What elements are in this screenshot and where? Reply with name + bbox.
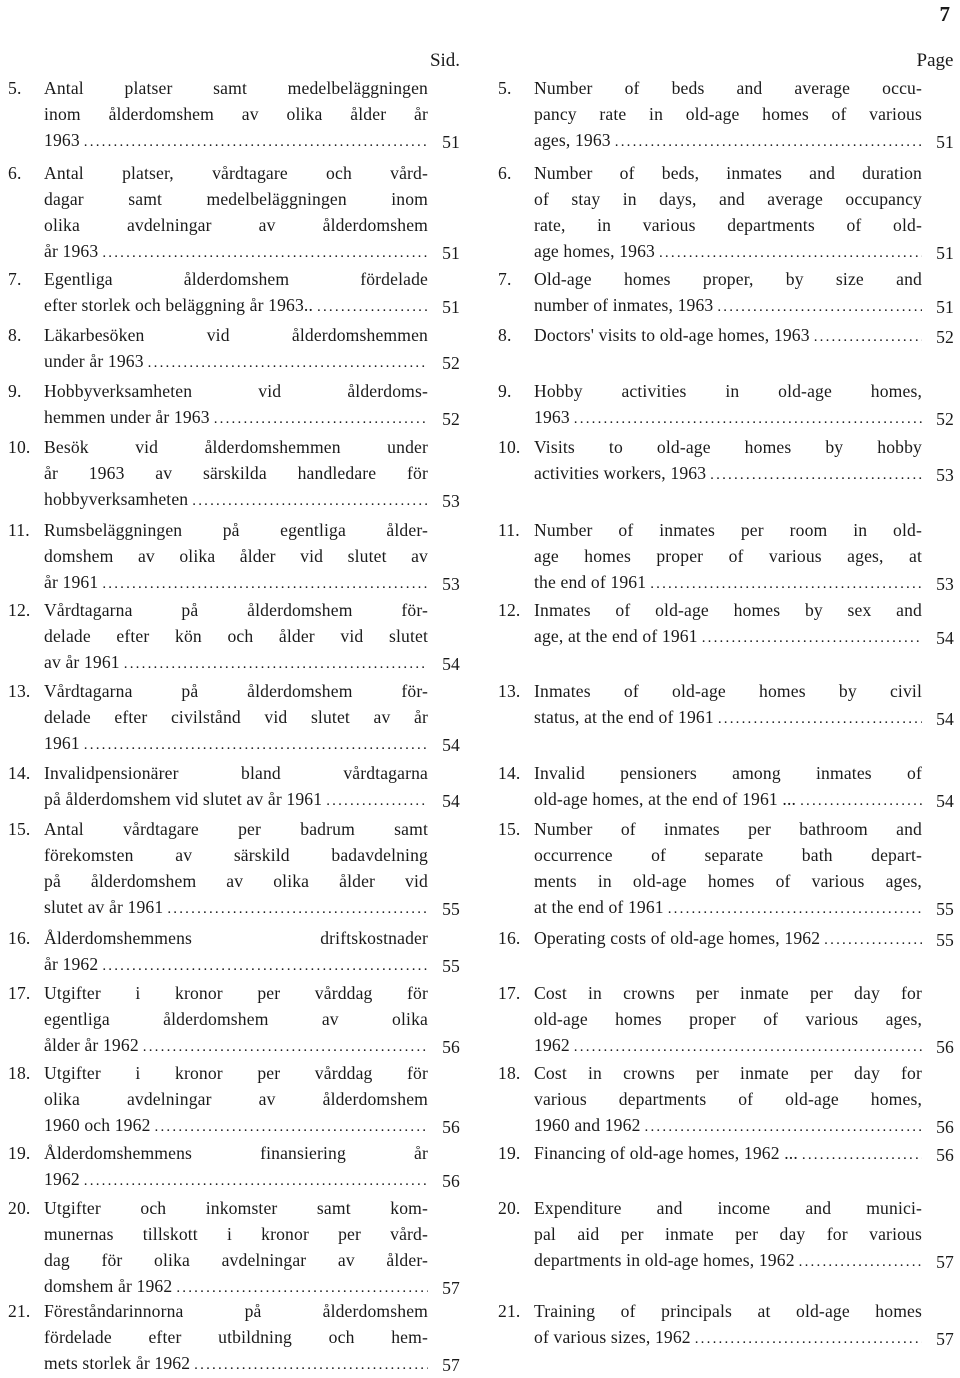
- dot-leader: [102, 571, 428, 597]
- entry-page-number: 54: [936, 791, 954, 811]
- entry-page-number: 53: [442, 491, 460, 511]
- entry-title-line-text: 1962: [534, 1035, 570, 1055]
- entry-title: [534, 1060, 922, 1140]
- entry-page-number: 56: [936, 1037, 954, 1057]
- dot-leader: [824, 927, 922, 953]
- toc-entry[interactable]: [498, 160, 954, 266]
- entry-number: 16.: [8, 928, 31, 948]
- entry-number: 12.: [498, 600, 521, 620]
- entry-title: [44, 434, 428, 514]
- entry-page-number: 57: [442, 1278, 460, 1298]
- entry-title-line: of stay in days, and average occupancy: [534, 189, 922, 209]
- dot-leader: [574, 406, 922, 432]
- entry-title: [44, 980, 428, 1060]
- entry-title-line: år 1963 av särskilda handledare för: [44, 463, 428, 483]
- entry-title-line-text: the end of 1961: [534, 572, 647, 592]
- entry-title-line: ments in old-age homes of various ages,: [534, 871, 922, 891]
- entry-title-line-with-leader: [534, 1247, 922, 1275]
- entry-title-line-with-leader: [534, 894, 922, 922]
- dot-leader: [718, 706, 922, 732]
- entry-title-line-with-leader: [44, 786, 428, 814]
- entry-title-line-with-leader: [534, 1324, 922, 1352]
- dot-leader: [155, 1114, 428, 1140]
- entry-title-line: delade efter kön och ålder vid slutet: [44, 626, 428, 646]
- entry-title-line: Rumsbeläggningen på egentliga ålder-: [44, 520, 428, 540]
- toc-entry[interactable]: [8, 980, 460, 1060]
- entry-title-line: Antal vårdtagare per badrum samt: [44, 819, 428, 839]
- entry-title-line-text: status, at the end of 1961: [534, 707, 714, 727]
- entry-title-line: Läkarbesöken vid ålderdomshemmen: [44, 325, 428, 345]
- dot-leader: [167, 896, 428, 922]
- entry-page-number: 53: [442, 574, 460, 594]
- entry-title: [534, 760, 922, 814]
- toc-entry[interactable]: [8, 816, 460, 922]
- entry-page-number: 57: [442, 1355, 460, 1375]
- entry-title-line: dagar samt medelbeläggningen inom: [44, 189, 428, 209]
- entry-title-line-text: mets storlek år 1962: [44, 1353, 191, 1373]
- entry-title: [534, 322, 922, 350]
- entry-title-line-text: slutet av år 1961: [44, 897, 164, 917]
- entry-number: 12.: [8, 600, 31, 620]
- entry-title-line-text: år 1962: [44, 954, 99, 974]
- toc-entry[interactable]: [498, 760, 954, 814]
- dot-leader: [214, 406, 428, 432]
- dot-leader: [717, 294, 922, 320]
- entry-number: 7.: [8, 269, 22, 289]
- dot-leader: [799, 1249, 922, 1275]
- entry-title: [44, 517, 428, 597]
- entry-title-line: rate, in various departments of old-: [534, 215, 922, 235]
- toc-entry[interactable]: [498, 434, 954, 488]
- toc-entry[interactable]: [8, 378, 460, 432]
- entry-page-number: 56: [442, 1171, 460, 1191]
- entry-number: 13.: [498, 681, 521, 701]
- entry-title-line-text: age homes, 1963: [534, 241, 655, 261]
- entry-title-line-with-leader: [44, 1166, 428, 1194]
- toc-entry[interactable]: [8, 266, 460, 320]
- entry-title-line: Hobby activities in old-age homes,: [534, 381, 922, 401]
- entry-number: 17.: [8, 983, 31, 1003]
- entry-title-line-with-leader: [534, 127, 922, 155]
- entry-title-line-text: år 1961: [44, 572, 99, 592]
- entry-title-line-with-leader: [44, 127, 428, 155]
- entry-title-line-text: 1960 and 1962: [534, 1115, 641, 1135]
- entry-title-line-text: 1963: [534, 407, 570, 427]
- entry-page-number: 55: [936, 899, 954, 919]
- toc-entry[interactable]: [8, 434, 460, 514]
- entry-title-line-text: 1963: [44, 130, 80, 150]
- entry-title-line: olika avdelningar av ålderdomshem: [44, 1089, 428, 1109]
- entry-title-line: förekomsten av särskild badavdelning: [44, 845, 428, 865]
- entry-title-line-with-leader: [44, 348, 428, 376]
- entry-title-line: Inmates of old-age homes by civil: [534, 681, 922, 701]
- entry-number: 19.: [498, 1143, 521, 1163]
- toc-entry[interactable]: [498, 925, 954, 953]
- entry-page-number: 55: [442, 899, 460, 919]
- entry-title-line: Invalid pensioners among inmates of: [534, 763, 922, 783]
- entry-title-line-with-leader: [44, 951, 428, 979]
- entry-title-line: olika avdelningar av ålderdomshem: [44, 215, 428, 235]
- entry-page-number: 51: [442, 243, 460, 263]
- dot-leader: [710, 462, 922, 488]
- entry-title-line: Föreståndarinnorna på ålderdomshem: [44, 1301, 428, 1321]
- entry-title-line: Cost in crowns per inmate per day for: [534, 1063, 922, 1083]
- entry-number: 9.: [8, 381, 22, 401]
- entry-title-line-text: number of inmates, 1963: [534, 295, 714, 315]
- entry-page-number: 54: [442, 735, 460, 755]
- entry-title-line-text: domshem år 1962: [44, 1276, 173, 1296]
- entry-page-number: 55: [936, 930, 954, 950]
- entry-title-line: Number of beds and average occu-: [534, 78, 922, 98]
- entry-title-line: Invalidpensionärer bland vårdtagarna: [44, 763, 428, 783]
- entry-page-number: 56: [936, 1117, 954, 1137]
- toc-entry[interactable]: [8, 1298, 460, 1378]
- toc-entry[interactable]: [498, 980, 954, 1060]
- entry-title: [44, 1195, 428, 1301]
- entry-title: [534, 925, 922, 953]
- dot-leader: [814, 324, 922, 350]
- entry-title-line-text: hobbyverksamheten: [44, 489, 189, 509]
- entry-title-line: Vårdtagarna på ålderdomshem för-: [44, 681, 428, 701]
- entry-page-number: 52: [442, 409, 460, 429]
- entry-title-line-text: under år 1963: [44, 351, 144, 371]
- entry-title-line-with-leader: [534, 292, 922, 320]
- entry-number: 9.: [498, 381, 512, 401]
- entry-page-number: 54: [936, 628, 954, 648]
- entry-title-line: age homes proper of various ages, at: [534, 546, 922, 566]
- entry-title-line: Antal platser, vårdtagare och vård-: [44, 163, 428, 183]
- entry-number: 20.: [8, 1198, 31, 1218]
- entry-title-line: occurrence of separate bath depart-: [534, 845, 922, 865]
- entry-page-number: 57: [936, 1329, 954, 1349]
- entry-title-line: Number of beds, inmates and duration: [534, 163, 922, 183]
- entry-title-line: Number of inmates per bathroom and: [534, 819, 922, 839]
- dot-leader: [143, 1034, 428, 1060]
- entry-title-line-with-leader: [534, 404, 922, 432]
- entry-title-line: Egentliga ålderdomshem fördelade: [44, 269, 428, 289]
- entry-page-number: 51: [936, 243, 954, 263]
- entry-page-number: 54: [936, 709, 954, 729]
- entry-title-line-with-leader: [534, 238, 922, 266]
- toc-entry[interactable]: [498, 678, 954, 732]
- entry-title-line: old-age homes proper of various ages,: [534, 1009, 922, 1029]
- entry-page-number: 52: [936, 327, 954, 347]
- entry-title-line: inom ålderdomshem av olika ålder år: [44, 104, 428, 124]
- entry-title-line-with-leader: [534, 1032, 922, 1060]
- entry-title-line: various departments of old-age homes,: [534, 1089, 922, 1109]
- entry-title-line-with-leader: [534, 569, 922, 597]
- entry-title: [534, 678, 922, 732]
- toc-entry[interactable]: [498, 597, 954, 651]
- entry-title-line: Old-age homes proper, by size and: [534, 269, 922, 289]
- entry-number: 19.: [8, 1143, 31, 1163]
- entry-page-number: 51: [442, 132, 460, 152]
- entry-title-line-with-leader: [534, 322, 922, 350]
- entry-title-line-with-leader: [44, 1032, 428, 1060]
- dot-leader: [84, 129, 428, 155]
- entry-title: [44, 266, 428, 320]
- dot-leader: [124, 651, 428, 677]
- entry-title-line: fördelade efter utbildning och hem-: [44, 1327, 428, 1347]
- entry-title: [44, 678, 428, 758]
- dot-leader: [695, 1326, 922, 1352]
- entry-number: 20.: [498, 1198, 521, 1218]
- entry-page-number: 51: [442, 297, 460, 317]
- entry-title-line-with-leader: [534, 460, 922, 488]
- toc-entry[interactable]: [8, 322, 460, 376]
- entry-number: 5.: [8, 78, 22, 98]
- entry-title-line: dag för olika avdelningar av ålder-: [44, 1250, 428, 1270]
- entry-title-line-text: hemmen under år 1963: [44, 407, 210, 427]
- entry-title-line: Cost in crowns per inmate per day for: [534, 983, 922, 1003]
- entry-page-number: 51: [936, 297, 954, 317]
- entry-title-line: Utgifter i kronor per vårddag för: [44, 1063, 428, 1083]
- dot-leader: [192, 488, 428, 514]
- entry-title: [44, 1140, 428, 1194]
- entry-title-line-text: at the end of 1961: [534, 897, 664, 917]
- toc-entry[interactable]: [498, 378, 954, 432]
- toc-entry[interactable]: [8, 597, 460, 677]
- entry-title-line-with-leader: [44, 404, 428, 432]
- entry-number: 13.: [8, 681, 31, 701]
- entry-title-line-with-leader: [44, 238, 428, 266]
- page-number: 7: [939, 2, 950, 26]
- dot-leader: [668, 896, 922, 922]
- dot-leader: [800, 788, 922, 814]
- entry-title: [534, 75, 922, 155]
- toc-entry[interactable]: [498, 75, 954, 155]
- toc-entry[interactable]: [8, 1140, 460, 1194]
- entry-title: [534, 517, 922, 597]
- entry-title: [44, 1060, 428, 1140]
- entry-title-line: munernas tillskott i kronor per vård-: [44, 1224, 428, 1244]
- dot-leader: [702, 625, 922, 651]
- dot-leader: [802, 1142, 922, 1168]
- entry-title-line-with-leader: [534, 925, 922, 953]
- entry-title-line-text: av år 1961: [44, 652, 120, 672]
- toc-entry[interactable]: [8, 925, 460, 979]
- toc-entry[interactable]: [8, 760, 460, 814]
- entry-page-number: 51: [936, 132, 954, 152]
- entry-title-line-with-leader: [534, 704, 922, 732]
- entry-page-number: 54: [442, 654, 460, 674]
- entry-number: 6.: [498, 163, 512, 183]
- entry-number: 16.: [498, 928, 521, 948]
- entry-number: 18.: [8, 1063, 31, 1083]
- entry-title-line-with-leader: [44, 486, 428, 514]
- dot-leader: [84, 1168, 428, 1194]
- entry-title-line: Ålderdomshemmens finansiering år: [44, 1143, 428, 1163]
- entry-number: 17.: [498, 983, 521, 1003]
- dot-leader: [326, 788, 428, 814]
- entry-title-line: Ålderdomshemmens driftskostnader: [44, 928, 428, 948]
- entry-title: [44, 760, 428, 814]
- entry-title: [44, 378, 428, 432]
- toc-entry[interactable]: [8, 75, 460, 155]
- entry-title-line-with-leader: [534, 1140, 922, 1168]
- entry-title-line-text: ålder år 1962: [44, 1035, 139, 1055]
- entry-number: 10.: [498, 437, 521, 457]
- dot-leader: [650, 571, 922, 597]
- toc-entry[interactable]: [498, 816, 954, 922]
- entry-title: [534, 266, 922, 320]
- entry-page-number: 57: [936, 1252, 954, 1272]
- entry-title-line-with-leader: [534, 1112, 922, 1140]
- entry-title-line: egentliga ålderdomshem av olika: [44, 1009, 428, 1029]
- entry-number: 14.: [8, 763, 31, 783]
- toc-entry[interactable]: [8, 678, 460, 758]
- dot-leader: [102, 240, 428, 266]
- entry-title-line: på ålderdomshem av olika ålder vid: [44, 871, 428, 891]
- entry-title-line: Utgifter och inkomster samt kom-: [44, 1198, 428, 1218]
- entry-title: [534, 1298, 922, 1352]
- entry-title: [534, 434, 922, 488]
- entry-title-line-text: på ålderdomshem vid slutet av år 1961: [44, 789, 323, 809]
- entry-page-number: 55: [442, 956, 460, 976]
- entry-title: [534, 980, 922, 1060]
- entry-page-number: 56: [442, 1037, 460, 1057]
- entry-number: 10.: [8, 437, 31, 457]
- dot-leader: [645, 1114, 922, 1140]
- entry-title-line-with-leader: [44, 569, 428, 597]
- entry-title-line-with-leader: [44, 649, 428, 677]
- entry-number: 6.: [8, 163, 22, 183]
- entry-title-line-text: Financing of old-age homes, 1962 ...: [534, 1143, 798, 1163]
- entry-number: 21.: [498, 1301, 521, 1321]
- entry-number: 8.: [498, 325, 512, 345]
- entry-title-line: pancy rate in old-age homes of various: [534, 104, 922, 124]
- entry-number: 18.: [498, 1063, 521, 1083]
- entry-title-line-text: år 1963: [44, 241, 99, 261]
- entry-title: [44, 1298, 428, 1378]
- entry-title: [534, 378, 922, 432]
- toc-entry[interactable]: [8, 160, 460, 266]
- entry-title: [44, 597, 428, 677]
- dot-leader: [659, 240, 922, 266]
- swedish-page-column-header: Sid.: [429, 50, 461, 71]
- entry-title-line-with-leader: [44, 292, 428, 320]
- toc-entry[interactable]: [498, 322, 954, 350]
- dot-leader: [102, 953, 428, 979]
- entry-title-line-text: 1961: [44, 733, 80, 753]
- entry-page-number: 54: [442, 791, 460, 811]
- entry-page-number: 52: [936, 409, 954, 429]
- entry-page-number: 53: [936, 465, 954, 485]
- english-page-column-header: Page: [916, 50, 954, 71]
- entry-title-line: Vårdtagarna på ålderdomshem för-: [44, 600, 428, 620]
- entry-title-line: delade efter civilstånd vid slutet av år: [44, 707, 428, 727]
- entry-number: 8.: [8, 325, 22, 345]
- entry-title-line-with-leader: [44, 730, 428, 758]
- toc-entry[interactable]: [498, 1298, 954, 1352]
- entry-title-line: Hobbyverksamheten vid ålderdoms-: [44, 381, 428, 401]
- dot-leader: [615, 129, 922, 155]
- entry-title-line: Visits to old-age homes by hobby: [534, 437, 922, 457]
- toc-entry[interactable]: [498, 517, 954, 597]
- entry-title-line: Utgifter i kronor per vårddag för: [44, 983, 428, 1003]
- dot-leader: [84, 732, 428, 758]
- entry-title-line: pal aid per inmate per day for various: [534, 1224, 922, 1244]
- dot-leader: [574, 1034, 922, 1060]
- toc-entry[interactable]: [498, 266, 954, 320]
- entry-number: 7.: [498, 269, 512, 289]
- entry-title-line: Training of principals at old-age homes: [534, 1301, 922, 1321]
- dot-leader: [194, 1352, 428, 1378]
- toc-entry[interactable]: [8, 1060, 460, 1140]
- entry-title-line-with-leader: [44, 1273, 428, 1301]
- entry-title-line-text: Doctors' visits to old-age homes, 1963: [534, 325, 810, 345]
- entry-number: 5.: [498, 78, 512, 98]
- entry-title-line-with-leader: [44, 1350, 428, 1378]
- entry-title-line: Expenditure and income and munici-: [534, 1198, 922, 1218]
- entry-title: [534, 160, 922, 266]
- entry-title: [44, 925, 428, 979]
- entry-number: 14.: [498, 763, 521, 783]
- entry-page-number: 56: [442, 1117, 460, 1137]
- entry-title-line-text: ages, 1963: [534, 130, 611, 150]
- entry-page-number: 53: [936, 574, 954, 594]
- toc-entry[interactable]: [498, 1195, 954, 1275]
- entry-title-line-text: activities workers, 1963: [534, 463, 707, 483]
- entry-title: [44, 160, 428, 266]
- entry-title: [534, 816, 922, 922]
- entry-title-line: Besök vid ålderdomshemmen under: [44, 437, 428, 457]
- entry-title: [534, 1195, 922, 1275]
- entry-title-line: domshem av olika ålder vid slutet av: [44, 546, 428, 566]
- entry-title-line-with-leader: [534, 786, 922, 814]
- entry-title-line-with-leader: [44, 1112, 428, 1140]
- entry-title-line-with-leader: [534, 623, 922, 651]
- dot-leader: [148, 350, 428, 376]
- entry-title-line-text: 1962: [44, 1169, 80, 1189]
- entry-title: [44, 816, 428, 922]
- toc-entry[interactable]: [498, 1060, 954, 1140]
- entry-title: [534, 597, 922, 651]
- entry-title-line-with-leader: [44, 894, 428, 922]
- entry-title-line: Antal platser samt medelbeläggningen: [44, 78, 428, 98]
- entry-page-number: 52: [442, 353, 460, 373]
- entry-title-line: Number of inmates per room in old-: [534, 520, 922, 540]
- entry-number: 15.: [8, 819, 31, 839]
- entry-title-line-text: Operating costs of old-age homes, 1962: [534, 928, 821, 948]
- toc-entry[interactable]: [8, 1195, 460, 1301]
- entry-title-line-text: age, at the end of 1961: [534, 626, 698, 646]
- entry-title: [44, 322, 428, 376]
- entry-number: 21.: [8, 1301, 31, 1321]
- entry-number: 11.: [498, 520, 520, 540]
- entry-page-number: 56: [936, 1145, 954, 1165]
- entry-title: [534, 1140, 922, 1168]
- entry-title-line-text: 1960 och 1962: [44, 1115, 151, 1135]
- entry-title-line-text: departments in old-age homes, 1962: [534, 1250, 795, 1270]
- entry-number: 15.: [498, 819, 521, 839]
- entry-title-line-text: efter storlek och beläggning år 1963..: [44, 295, 314, 315]
- entry-title-line: Inmates of old-age homes by sex and: [534, 600, 922, 620]
- entry-number: 11.: [8, 520, 30, 540]
- entry-title: [44, 75, 428, 155]
- toc-entry[interactable]: [498, 1140, 954, 1168]
- toc-entry[interactable]: [8, 517, 460, 597]
- dot-leader: [317, 294, 428, 320]
- entry-title-line-text: of various sizes, 1962: [534, 1327, 691, 1347]
- entry-title-line-text: old-age homes, at the end of 1961 ...: [534, 789, 797, 809]
